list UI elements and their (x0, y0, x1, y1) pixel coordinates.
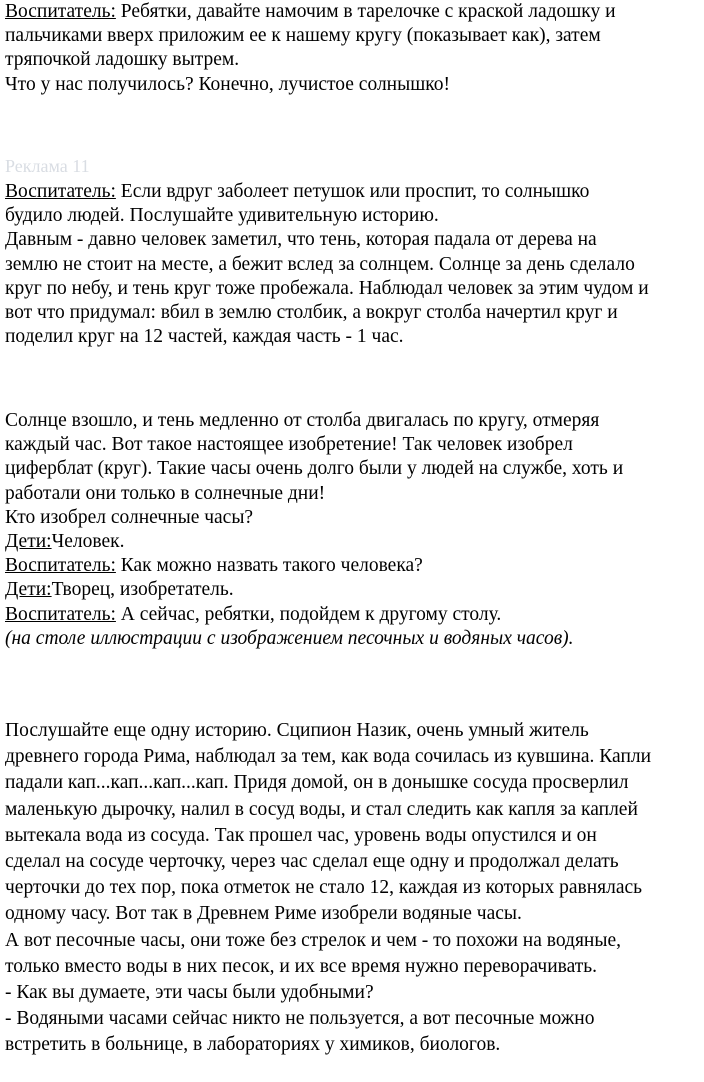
paragraph-line (5, 530, 703, 554)
paragraph-line: тряпочкой ладошку вытрем. (5, 49, 240, 71)
paragraph-line: Что у нас получилось? Конечно, лучистое солнышко! (5, 73, 450, 95)
paragraph-line: встретить в больнице, в лабораториях у химиков, биологов. (5, 1034, 501, 1056)
speaker-label: Воспитатель: (5, 555, 116, 577)
paragraph-line: маленькую дырочку, налил в сосуд воды, и стал следить как капля за каплей (5, 798, 638, 820)
paragraph-line: только вместо воды в них песок, и их все время нужно переворачивать. (5, 955, 598, 977)
paragraph-line (5, 578, 703, 602)
dialogue-block (5, 409, 703, 651)
paragraph-line: вытекала вода из сосуда. Так прошел час, уровень воды опустился и он (5, 824, 597, 846)
paragraph-line: черточки до тех пор, пока отметок не стало 12, каждая из которых равнялась (5, 877, 643, 899)
speaker-label: Воспитатель: (5, 603, 116, 625)
paragraph-line (5, 0, 703, 24)
paragraph-line: круг по небу, и тень круг тоже пробежала. Наблюдал человек за этим чудом и (5, 277, 649, 299)
text: Как можно назвать такого человека? (115, 555, 423, 577)
children-label: Дети: (5, 579, 52, 601)
water-clock-story-block (5, 718, 703, 1059)
text: Творец, изобретатель. (51, 579, 234, 601)
text: Если вдруг заболеет петушок или проспит, то солнышко (115, 181, 590, 202)
paragraph-line: пальчиками вверх приложим ее к нашему кругу (показывает как), затем (5, 25, 601, 47)
text: Ребятки, давайте намочим в тарелочке с краской ладошку и (115, 1, 616, 22)
speaker-label: Воспитатель: (5, 181, 116, 202)
speaker-label: Воспитатель: (5, 1, 116, 22)
paragraph-line: каждый час. Вот такое настоящее изобретение! Так человек изобрел (5, 434, 573, 456)
paragraph-line: Давным - давно человек заметил, что тень, которая падала от дерева на (5, 229, 597, 251)
paragraph-line: А вот песочные часы, они тоже без стрелок и чем - то похожи на водяные, (5, 929, 621, 951)
paragraph-line: падали кап...кап...кап...кап. Придя домой, он в донышке сосуда просверлил (5, 772, 629, 794)
paragraph-line: сделал на сосуде черточку, через час сделал еще одну и продолжал делать (5, 851, 619, 873)
paragraph-line: Кто изобрел солнечные часы? (5, 506, 254, 528)
paragraph-line: одному часу. Вот так в Древнем Риме изобрели водяные часы. (5, 903, 522, 925)
intro-block (5, 0, 703, 97)
paragraph-line: Солнце взошло, и тень медленно от столба двигалась по кругу, отмеряя (5, 410, 600, 431)
paragraph-line (5, 180, 703, 204)
text: Человек. (51, 531, 125, 553)
paragraph-line (5, 554, 703, 578)
paragraph-line: поделил круг на 12 частей, каждая часть - 1 час. (5, 326, 404, 348)
sundial-story-block (5, 180, 703, 349)
text: А сейчас, ребятки, подойдем к другому столу. (115, 603, 502, 625)
watermark: Реклама 11 (5, 156, 90, 176)
paragraph-line: циферблат (круг). Такие часы очень долго были у людей на службе, хоть и (5, 458, 624, 480)
paragraph-line: будило людей. Послушайте удивительную историю. (5, 205, 439, 227)
paragraph-line (5, 603, 703, 627)
paragraph-line: Послушайте еще одну историю. Сципион Назик, очень умный житель (5, 720, 589, 741)
paragraph-line: древнего города Рима, наблюдал за тем, как вода сочилась из кувшина. Капли (5, 746, 652, 768)
paragraph-line: землю не стоит на месте, а бежит вслед за солнцем. Солнце за день сделало (5, 253, 635, 275)
paragraph-line: вот что придумал: вбил в землю столбик, а вокруг столба начертил круг и (5, 302, 618, 324)
stage-note: (на столе иллюстрации с изображением песочных и водяных часов). (5, 627, 574, 649)
children-label: Дети: (5, 531, 52, 553)
paragraph-line: - Водяными часами сейчас никто не пользуется, а вот песочные можно (5, 1008, 595, 1030)
paragraph-line: - Как вы думаете, эти часы были удобными? (5, 982, 374, 1004)
paragraph-line: работали они только в солнечные дни! (5, 482, 326, 504)
